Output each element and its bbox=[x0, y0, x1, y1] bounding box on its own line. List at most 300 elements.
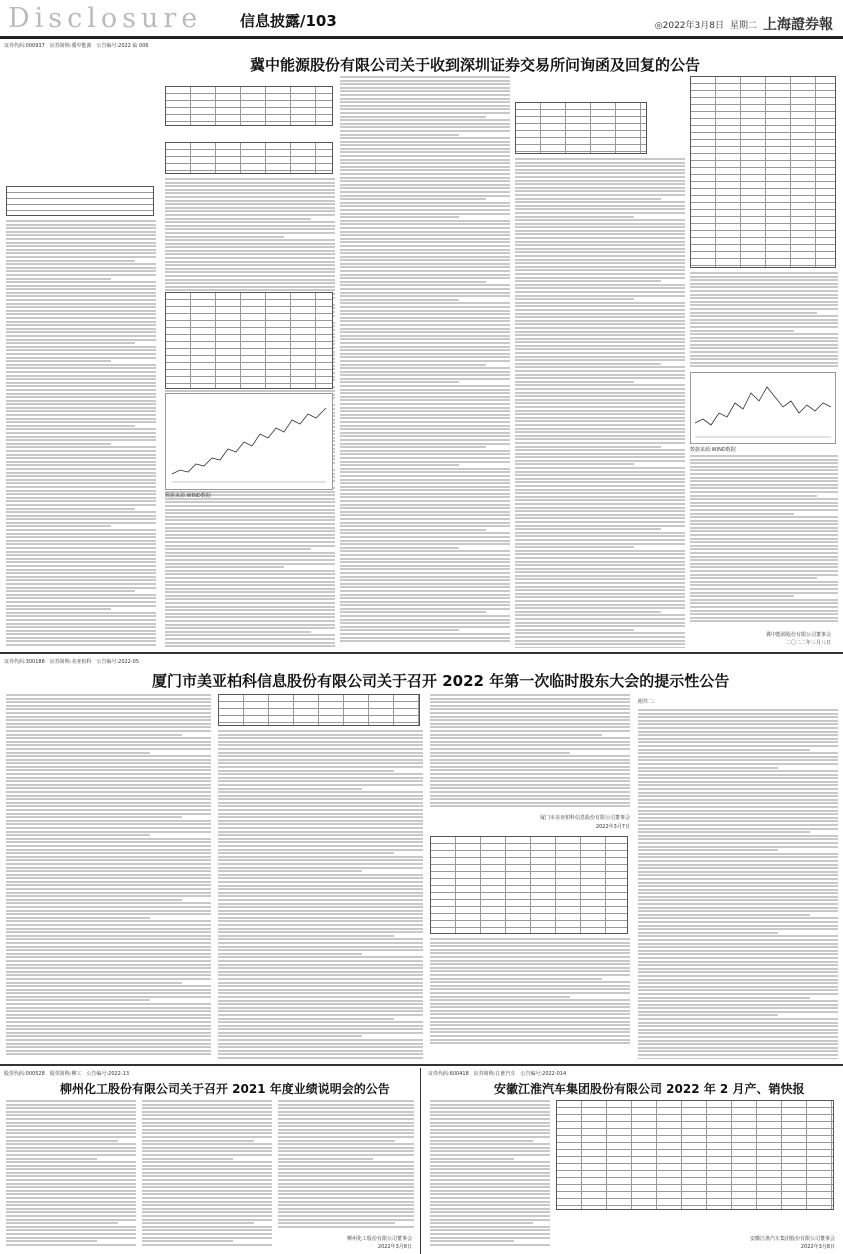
text-line bbox=[165, 178, 335, 180]
text-line bbox=[515, 600, 685, 602]
text-line bbox=[218, 967, 423, 969]
article-column-1 bbox=[6, 694, 211, 1059]
text-line bbox=[142, 1237, 272, 1239]
text-line bbox=[638, 885, 838, 887]
text-line bbox=[430, 996, 570, 998]
text-line bbox=[6, 834, 150, 836]
text-line bbox=[515, 363, 661, 365]
text-line bbox=[6, 978, 211, 980]
text-line bbox=[430, 780, 630, 782]
text-line bbox=[6, 238, 156, 240]
text-line bbox=[218, 737, 423, 739]
text-line bbox=[515, 187, 685, 189]
text-line bbox=[515, 399, 685, 401]
text-line bbox=[340, 536, 510, 538]
text-line bbox=[690, 563, 838, 565]
text-line bbox=[340, 608, 510, 610]
text-line bbox=[6, 1114, 136, 1116]
text-line bbox=[690, 283, 838, 285]
text-line bbox=[142, 1122, 272, 1124]
text-line bbox=[340, 457, 510, 459]
text-line bbox=[278, 1129, 414, 1131]
text-line bbox=[690, 462, 838, 464]
text-line bbox=[6, 737, 211, 739]
text-line bbox=[340, 141, 510, 143]
text-line bbox=[515, 431, 685, 433]
attachment-label: 附件二: bbox=[638, 699, 655, 705]
text-line bbox=[6, 1053, 211, 1055]
text-line bbox=[6, 475, 156, 477]
text-line bbox=[515, 561, 685, 563]
text-line bbox=[690, 530, 838, 532]
text-line bbox=[6, 787, 211, 789]
text-line bbox=[690, 509, 838, 511]
text-line bbox=[515, 550, 685, 552]
text-line bbox=[690, 502, 838, 504]
text-line bbox=[6, 515, 156, 517]
text-line bbox=[430, 1129, 550, 1131]
text-line bbox=[6, 612, 156, 614]
text-line bbox=[6, 705, 211, 707]
text-line bbox=[638, 767, 778, 769]
text-line bbox=[6, 421, 156, 423]
text-line bbox=[6, 640, 156, 642]
text-line bbox=[6, 1172, 136, 1174]
text-line bbox=[6, 769, 211, 771]
text-line bbox=[340, 550, 510, 552]
text-line bbox=[430, 1179, 550, 1181]
text-line bbox=[6, 1186, 136, 1188]
text-line bbox=[340, 446, 486, 448]
text-line bbox=[430, 1136, 550, 1138]
text-line bbox=[6, 920, 211, 922]
text-line bbox=[430, 967, 630, 969]
text-line bbox=[218, 949, 423, 951]
text-line bbox=[6, 378, 156, 380]
text-line bbox=[6, 468, 156, 470]
text-line bbox=[515, 298, 634, 300]
text-line bbox=[6, 547, 156, 549]
text-line bbox=[6, 267, 156, 269]
text-line bbox=[218, 913, 423, 915]
text-line bbox=[6, 1147, 136, 1149]
text-line bbox=[638, 1029, 838, 1031]
text-line bbox=[515, 618, 685, 620]
text-line bbox=[430, 1006, 630, 1008]
text-line bbox=[515, 208, 685, 210]
text-line bbox=[515, 503, 685, 505]
article-code-line: 证券代码:000937 证券简称:冀中能源 公告编号:2022 临 006 bbox=[4, 43, 149, 49]
text-line bbox=[6, 633, 156, 635]
text-line bbox=[340, 522, 510, 524]
text-line bbox=[218, 877, 423, 879]
text-line bbox=[340, 195, 510, 197]
text-line bbox=[515, 259, 685, 261]
text-line bbox=[142, 1186, 272, 1188]
text-line bbox=[340, 496, 510, 498]
text-line bbox=[340, 256, 510, 258]
text-line bbox=[430, 784, 630, 786]
text-line bbox=[340, 295, 510, 297]
text-line bbox=[638, 878, 838, 880]
text-line bbox=[6, 795, 211, 797]
text-line bbox=[430, 1158, 514, 1160]
text-line bbox=[218, 802, 423, 804]
text-line bbox=[340, 252, 510, 254]
text-line bbox=[340, 166, 510, 168]
text-line bbox=[6, 306, 156, 308]
text-line bbox=[6, 525, 111, 527]
text-line bbox=[218, 766, 423, 768]
text-line bbox=[218, 956, 423, 958]
text-line bbox=[515, 158, 685, 160]
text-line bbox=[340, 489, 510, 491]
text-line bbox=[638, 770, 838, 772]
text-line bbox=[218, 780, 423, 782]
text-line bbox=[6, 949, 211, 951]
text-line bbox=[340, 468, 510, 470]
text-line bbox=[278, 1158, 373, 1160]
text-line bbox=[430, 737, 630, 739]
text-line bbox=[218, 838, 423, 840]
text-line bbox=[430, 773, 630, 775]
text-line bbox=[515, 611, 661, 613]
text-line bbox=[6, 985, 211, 987]
text-line bbox=[218, 755, 423, 757]
text-line bbox=[515, 291, 685, 293]
text-line bbox=[142, 1150, 272, 1152]
text-line bbox=[218, 870, 362, 872]
text-line bbox=[6, 597, 156, 599]
text-line bbox=[6, 1017, 211, 1019]
text-line bbox=[515, 474, 685, 476]
text-line bbox=[218, 730, 423, 732]
text-line bbox=[165, 250, 335, 252]
text-line bbox=[430, 1204, 550, 1206]
text-line bbox=[430, 988, 630, 990]
text-line bbox=[515, 535, 685, 537]
text-line bbox=[142, 1244, 272, 1246]
text-line bbox=[690, 584, 838, 586]
text-line bbox=[515, 578, 685, 580]
text-line bbox=[340, 532, 510, 534]
text-line bbox=[278, 1114, 414, 1116]
text-line bbox=[218, 989, 423, 991]
text-line bbox=[165, 279, 335, 281]
text-line bbox=[6, 1201, 136, 1203]
text-line bbox=[638, 993, 838, 995]
text-line bbox=[690, 581, 838, 583]
text-line bbox=[340, 633, 510, 635]
text-line bbox=[6, 403, 156, 405]
text-line bbox=[142, 1226, 272, 1228]
text-line bbox=[638, 914, 810, 916]
text-line bbox=[690, 330, 794, 332]
text-line bbox=[690, 498, 838, 500]
text-line bbox=[6, 357, 156, 359]
text-line bbox=[340, 417, 510, 419]
text-line bbox=[6, 540, 156, 542]
text-line bbox=[340, 514, 510, 516]
article-column-3 bbox=[278, 1100, 414, 1230]
text-line bbox=[6, 504, 156, 506]
text-line bbox=[218, 748, 423, 750]
text-line bbox=[430, 1017, 630, 1019]
text-line bbox=[142, 1158, 233, 1160]
text-line bbox=[690, 495, 817, 497]
text-line bbox=[6, 436, 156, 438]
text-line bbox=[340, 299, 459, 301]
text-line bbox=[638, 842, 838, 844]
text-line bbox=[218, 928, 423, 930]
text-line bbox=[278, 1150, 414, 1152]
text-line bbox=[515, 302, 685, 304]
text-line bbox=[6, 809, 211, 811]
text-line bbox=[218, 1046, 423, 1048]
price-line-chart bbox=[166, 394, 332, 489]
text-line bbox=[218, 867, 423, 869]
text-line bbox=[638, 720, 838, 722]
text-line bbox=[278, 1122, 414, 1124]
text-line bbox=[6, 249, 156, 251]
text-line bbox=[6, 917, 150, 919]
text-line bbox=[6, 1010, 211, 1012]
article-intro bbox=[430, 1100, 550, 1250]
sign-date: 2022年3月8日 bbox=[800, 1244, 835, 1250]
text-line bbox=[638, 892, 838, 894]
text-line bbox=[430, 734, 602, 736]
text-line bbox=[6, 813, 211, 815]
text-line bbox=[638, 860, 838, 862]
text-line bbox=[6, 288, 156, 290]
text-line bbox=[638, 802, 838, 804]
text-line bbox=[340, 403, 510, 405]
text-line bbox=[515, 438, 685, 440]
text-line bbox=[142, 1233, 272, 1235]
text-line bbox=[515, 237, 685, 239]
text-line bbox=[6, 856, 211, 858]
text-line bbox=[515, 492, 685, 494]
text-line bbox=[638, 763, 838, 765]
text-line bbox=[638, 1000, 838, 1002]
text-line bbox=[218, 741, 423, 743]
text-line bbox=[6, 992, 211, 994]
text-line bbox=[6, 849, 211, 851]
text-line bbox=[6, 461, 156, 463]
text-line bbox=[638, 946, 838, 948]
text-line bbox=[430, 1240, 514, 1242]
text-line bbox=[6, 479, 156, 481]
text-line bbox=[6, 791, 211, 793]
text-line bbox=[278, 1107, 414, 1109]
price-chart bbox=[165, 393, 333, 490]
text-line bbox=[515, 632, 685, 634]
text-line bbox=[430, 970, 630, 972]
text-line bbox=[6, 974, 211, 976]
text-line bbox=[430, 1244, 550, 1246]
text-line bbox=[690, 473, 838, 475]
text-line bbox=[430, 1237, 550, 1239]
text-line bbox=[340, 583, 510, 585]
text-line bbox=[6, 256, 156, 258]
text-line bbox=[515, 510, 685, 512]
text-line bbox=[218, 935, 394, 937]
text-line bbox=[515, 219, 685, 221]
text-line bbox=[340, 270, 510, 272]
text-line bbox=[340, 586, 510, 588]
text-line bbox=[218, 813, 423, 815]
text-line bbox=[6, 558, 156, 560]
article-column-4 bbox=[340, 76, 510, 648]
text-line bbox=[340, 331, 510, 333]
text-line bbox=[6, 762, 211, 764]
text-line bbox=[278, 1125, 414, 1127]
text-line bbox=[6, 816, 182, 818]
data-table bbox=[165, 142, 333, 174]
text-line bbox=[340, 220, 510, 222]
text-line bbox=[638, 731, 838, 733]
text-line bbox=[278, 1132, 414, 1134]
text-line bbox=[218, 1050, 423, 1052]
text-line bbox=[515, 251, 685, 253]
text-line bbox=[6, 324, 156, 326]
text-line bbox=[278, 1208, 414, 1210]
text-line bbox=[6, 389, 156, 391]
text-line bbox=[340, 525, 510, 527]
text-line bbox=[142, 1172, 272, 1174]
text-line bbox=[6, 630, 156, 632]
text-line bbox=[340, 421, 510, 423]
text-line bbox=[142, 1175, 272, 1177]
text-line bbox=[515, 320, 685, 322]
text-line bbox=[6, 784, 211, 786]
text-line bbox=[340, 134, 459, 136]
text-line bbox=[690, 606, 838, 608]
text-line bbox=[142, 1208, 272, 1210]
text-line bbox=[6, 295, 156, 297]
text-line bbox=[6, 902, 211, 904]
text-line bbox=[638, 749, 810, 751]
text-line bbox=[218, 903, 423, 905]
text-line bbox=[142, 1201, 272, 1203]
text-line bbox=[6, 1021, 211, 1023]
text-line bbox=[165, 225, 335, 227]
text-line bbox=[515, 172, 685, 174]
text-line bbox=[6, 1183, 136, 1185]
text-line bbox=[515, 327, 685, 329]
text-line bbox=[6, 310, 156, 312]
text-line bbox=[165, 218, 311, 220]
text-line bbox=[6, 285, 156, 287]
text-line bbox=[690, 466, 838, 468]
text-line bbox=[6, 242, 156, 244]
text-line bbox=[690, 602, 838, 604]
text-line bbox=[430, 952, 630, 954]
text-line bbox=[690, 276, 838, 278]
text-line bbox=[515, 223, 685, 225]
text-line bbox=[340, 529, 486, 531]
proxy-form-table bbox=[430, 836, 628, 934]
text-line bbox=[6, 608, 111, 610]
text-line bbox=[638, 810, 838, 812]
text-line bbox=[690, 527, 838, 529]
text-line bbox=[515, 241, 685, 243]
text-line bbox=[6, 831, 211, 833]
text-line bbox=[430, 1042, 630, 1044]
text-line bbox=[515, 625, 685, 627]
text-line bbox=[6, 1150, 136, 1152]
text-line bbox=[430, 992, 630, 994]
text-line bbox=[340, 313, 510, 315]
newspaper-name: 上海證券報 bbox=[763, 17, 833, 33]
text-line bbox=[690, 570, 838, 572]
text-line bbox=[6, 482, 156, 484]
text-line bbox=[340, 191, 510, 193]
text-line bbox=[6, 364, 156, 366]
text-line bbox=[430, 744, 630, 746]
text-line bbox=[638, 1058, 838, 1059]
text-line bbox=[430, 1168, 550, 1170]
text-line bbox=[165, 271, 335, 273]
text-line bbox=[218, 1028, 423, 1030]
text-line bbox=[6, 313, 156, 315]
text-line bbox=[6, 1014, 211, 1016]
text-line bbox=[638, 756, 838, 758]
text-line bbox=[6, 1007, 211, 1009]
text-line bbox=[690, 337, 838, 339]
text-line bbox=[340, 328, 510, 330]
text-line bbox=[638, 979, 838, 981]
text-line bbox=[6, 906, 211, 908]
text-line bbox=[690, 469, 838, 471]
text-line bbox=[638, 1022, 838, 1024]
text-line bbox=[340, 356, 510, 358]
text-line bbox=[6, 935, 211, 937]
text-line bbox=[340, 162, 510, 164]
text-line bbox=[430, 1222, 533, 1224]
text-line bbox=[218, 1010, 423, 1012]
text-line bbox=[6, 1168, 136, 1170]
text-line bbox=[6, 457, 156, 459]
text-line bbox=[6, 1122, 136, 1124]
text-line bbox=[218, 770, 394, 772]
text-line bbox=[6, 1046, 211, 1048]
text-line bbox=[340, 310, 510, 312]
text-line bbox=[638, 831, 810, 833]
text-line bbox=[340, 234, 510, 236]
text-line bbox=[638, 961, 838, 963]
text-line bbox=[6, 626, 156, 628]
text-line bbox=[638, 824, 838, 826]
text-line bbox=[142, 1104, 272, 1106]
text-line bbox=[6, 1035, 211, 1037]
text-line bbox=[430, 963, 630, 965]
text-line bbox=[6, 536, 156, 538]
text-line bbox=[515, 359, 685, 361]
text-line bbox=[515, 162, 685, 164]
text-line bbox=[515, 169, 685, 171]
text-line bbox=[6, 953, 211, 955]
text-line bbox=[690, 599, 838, 601]
text-line bbox=[430, 974, 630, 976]
text-line bbox=[690, 333, 838, 335]
text-line bbox=[142, 1204, 272, 1206]
text-line bbox=[340, 173, 510, 175]
text-line bbox=[340, 227, 510, 229]
text-line bbox=[278, 1226, 414, 1228]
text-line bbox=[218, 996, 423, 998]
text-line bbox=[6, 393, 156, 395]
